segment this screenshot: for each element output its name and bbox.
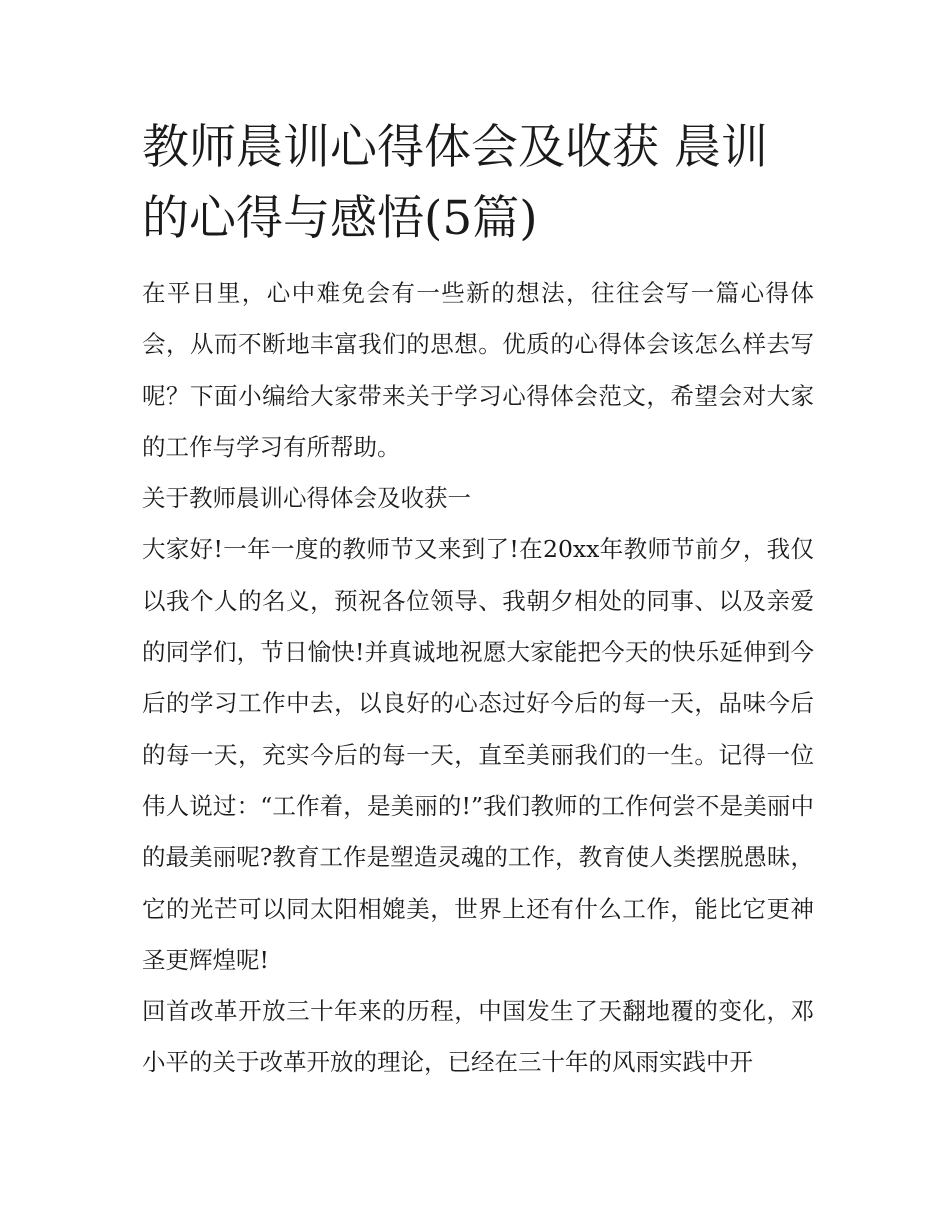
document-title: 教师晨训心得体会及收获 晨训的心得与感悟(5篇) bbox=[142, 120, 768, 246]
body-paragraph: 大家好!一年一度的教师节又来到了!在20xx年教师节前夕，我仅以我个人的名义，预祝各位领导、我朝夕相处的同事、以及亲爱的同学们，节日愉快!并真诚地祝愿大家能把今天的快乐延伸到今后的学习工作中去，以良好的心态过好今后的每一天，品味今后的每一天，充实今后的每一天，直至美丽我们的一生。记得一位伟人说过：“工作着，是美丽的!”我们教师的工作何尝不是美丽中的最美丽呢?教育工作是塑造灵魂的工作，教育使人类摆脱愚昧，它的光芒可以同太阳相媲美，世界上还有什么工作，能比它更神圣更辉煌呢! bbox=[142, 535, 814, 974]
document-body bbox=[142, 268, 814, 1089]
intro-paragraph: 在平日里，心中难免会有一些新的想法，往往会写一篇心得体会，从而不断地丰富我们的思想。优质的心得体会该怎么样去写呢？下面小编给大家带来关于学习心得体会范文，希望会对大家的工作与学习有所帮助。 bbox=[142, 279, 814, 461]
document-page bbox=[142, 112, 814, 1089]
body-paragraph: 回首改革开放三十年来的历程，中国发生了天翻地覆的变化，邓小平的关于改革开放的理论，已经在三十年的风雨实践中开 bbox=[142, 997, 814, 1077]
section-heading: 关于教师晨训心得体会及收获一 bbox=[142, 484, 471, 513]
